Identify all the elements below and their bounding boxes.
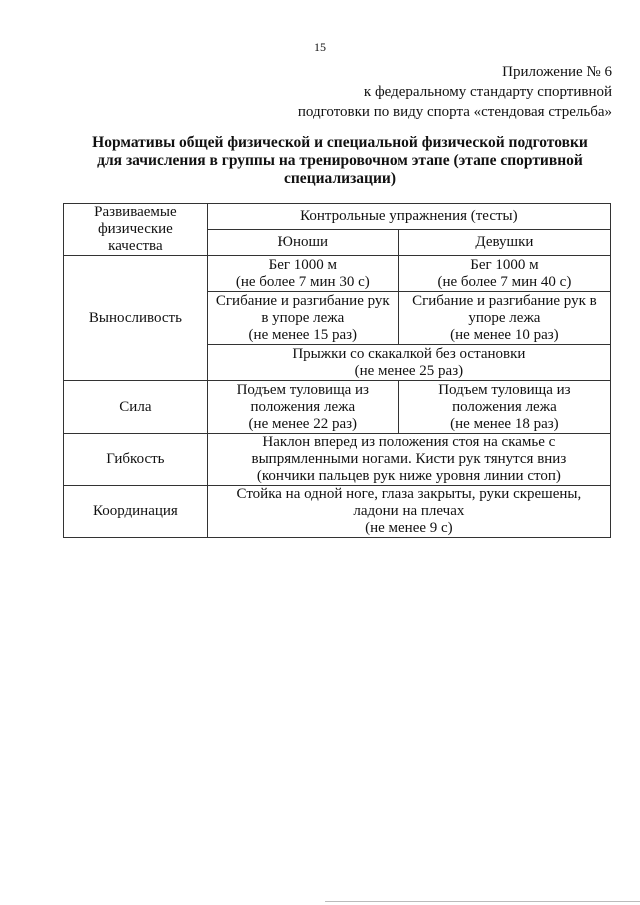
cell-line: Стойка на одной ноге, глаза закрыты, руки скрешены, xyxy=(236,486,582,502)
norms-table xyxy=(63,203,611,538)
appendix-line-2: к федеральному стандарту спортивной xyxy=(363,84,612,100)
document-title xyxy=(60,134,620,188)
cell-line: положения лежа xyxy=(452,398,557,415)
cell-line: выпрямленными ногами. Кисти рук тянутся вниз xyxy=(251,451,567,467)
title-line-2: для зачисления в группы на тренировочном этапе (этапе спортивной xyxy=(97,152,583,169)
cell-line: (не менее 22 раз) xyxy=(248,415,358,432)
cell-line: (не менее 9 с) xyxy=(365,520,453,536)
endurance-pushups-girls-cell xyxy=(398,292,610,345)
cell-line: Подъем туловища из xyxy=(236,381,369,398)
header-qualities-line: физические xyxy=(97,221,173,237)
cell-line: Подъем туловища из xyxy=(438,381,571,398)
endurance-label-cell: Выносливость xyxy=(64,256,208,381)
table-row xyxy=(64,434,611,486)
strength-girls-cell xyxy=(398,381,610,434)
cell-line: (не более 7 мин 40 с) xyxy=(437,273,572,290)
appendix-reference xyxy=(298,62,612,122)
coordination-label-cell: Координация xyxy=(64,486,208,538)
header-qualities-line: качества xyxy=(108,238,163,254)
cell-line: Сгибание и разгибание рук xyxy=(215,292,390,309)
endurance-run-girls-cell xyxy=(398,256,610,292)
cell-line: Наклон вперед из положения стоя на скамье с xyxy=(262,434,556,450)
header-girls-cell: Девушки xyxy=(398,230,610,256)
cell-line: положения лежа xyxy=(250,398,356,415)
strength-label-cell: Сила xyxy=(64,381,208,434)
table-row xyxy=(64,381,611,434)
cell-line: ладони на плечах xyxy=(353,503,465,519)
strength-boys-cell xyxy=(207,381,398,434)
endurance-run-boys-cell xyxy=(207,256,398,292)
header-qualities-cell xyxy=(64,204,208,256)
table-row xyxy=(64,256,611,292)
cell-line: (не менее 10 раз) xyxy=(450,326,559,343)
flexibility-label-cell: Гибкость xyxy=(64,434,208,486)
cell-line: Бег 1000 м xyxy=(268,256,338,273)
appendix-line-3: подготовки по виду спорта «стендовая стрельба» xyxy=(297,104,612,120)
header-qualities-line: Развиваемые xyxy=(94,204,177,220)
endurance-rope-cell xyxy=(207,345,610,381)
cell-line: (не менее 15 раз) xyxy=(248,326,358,343)
appendix-line-1: Приложение № 6 xyxy=(502,64,612,80)
cell-line: (не менее 18 раз) xyxy=(450,415,559,432)
flexibility-test-cell xyxy=(207,434,610,486)
table-header-row xyxy=(64,204,611,230)
title-line-3: специализации) xyxy=(284,170,396,187)
header-exercises-cell: Контрольные упражнения (тесты) xyxy=(207,204,610,230)
cell-line: Бег 1000 м xyxy=(470,256,539,273)
coordination-test-cell xyxy=(207,486,610,538)
header-boys-cell: Юноши xyxy=(207,230,398,256)
cell-line: Сгибание и разгибание рук в xyxy=(412,292,597,309)
scan-edge-line xyxy=(325,901,640,902)
table-row xyxy=(64,486,611,538)
title-line-1: Нормативы общей физической и специальной физической подготовки xyxy=(92,134,588,151)
cell-line: (не более 7 мин 30 с) xyxy=(235,273,370,290)
page-number: 15 xyxy=(314,40,326,54)
cell-line: (не менее 25 раз) xyxy=(354,362,464,379)
endurance-pushups-boys-cell xyxy=(207,292,398,345)
cell-line: упоре лежа xyxy=(468,309,541,326)
cell-line: (кончики пальцев рук ниже уровня линии стоп) xyxy=(256,468,561,484)
cell-line: Прыжки со скакалкой без остановки xyxy=(292,345,526,362)
cell-line: в упоре лежа xyxy=(261,309,345,326)
